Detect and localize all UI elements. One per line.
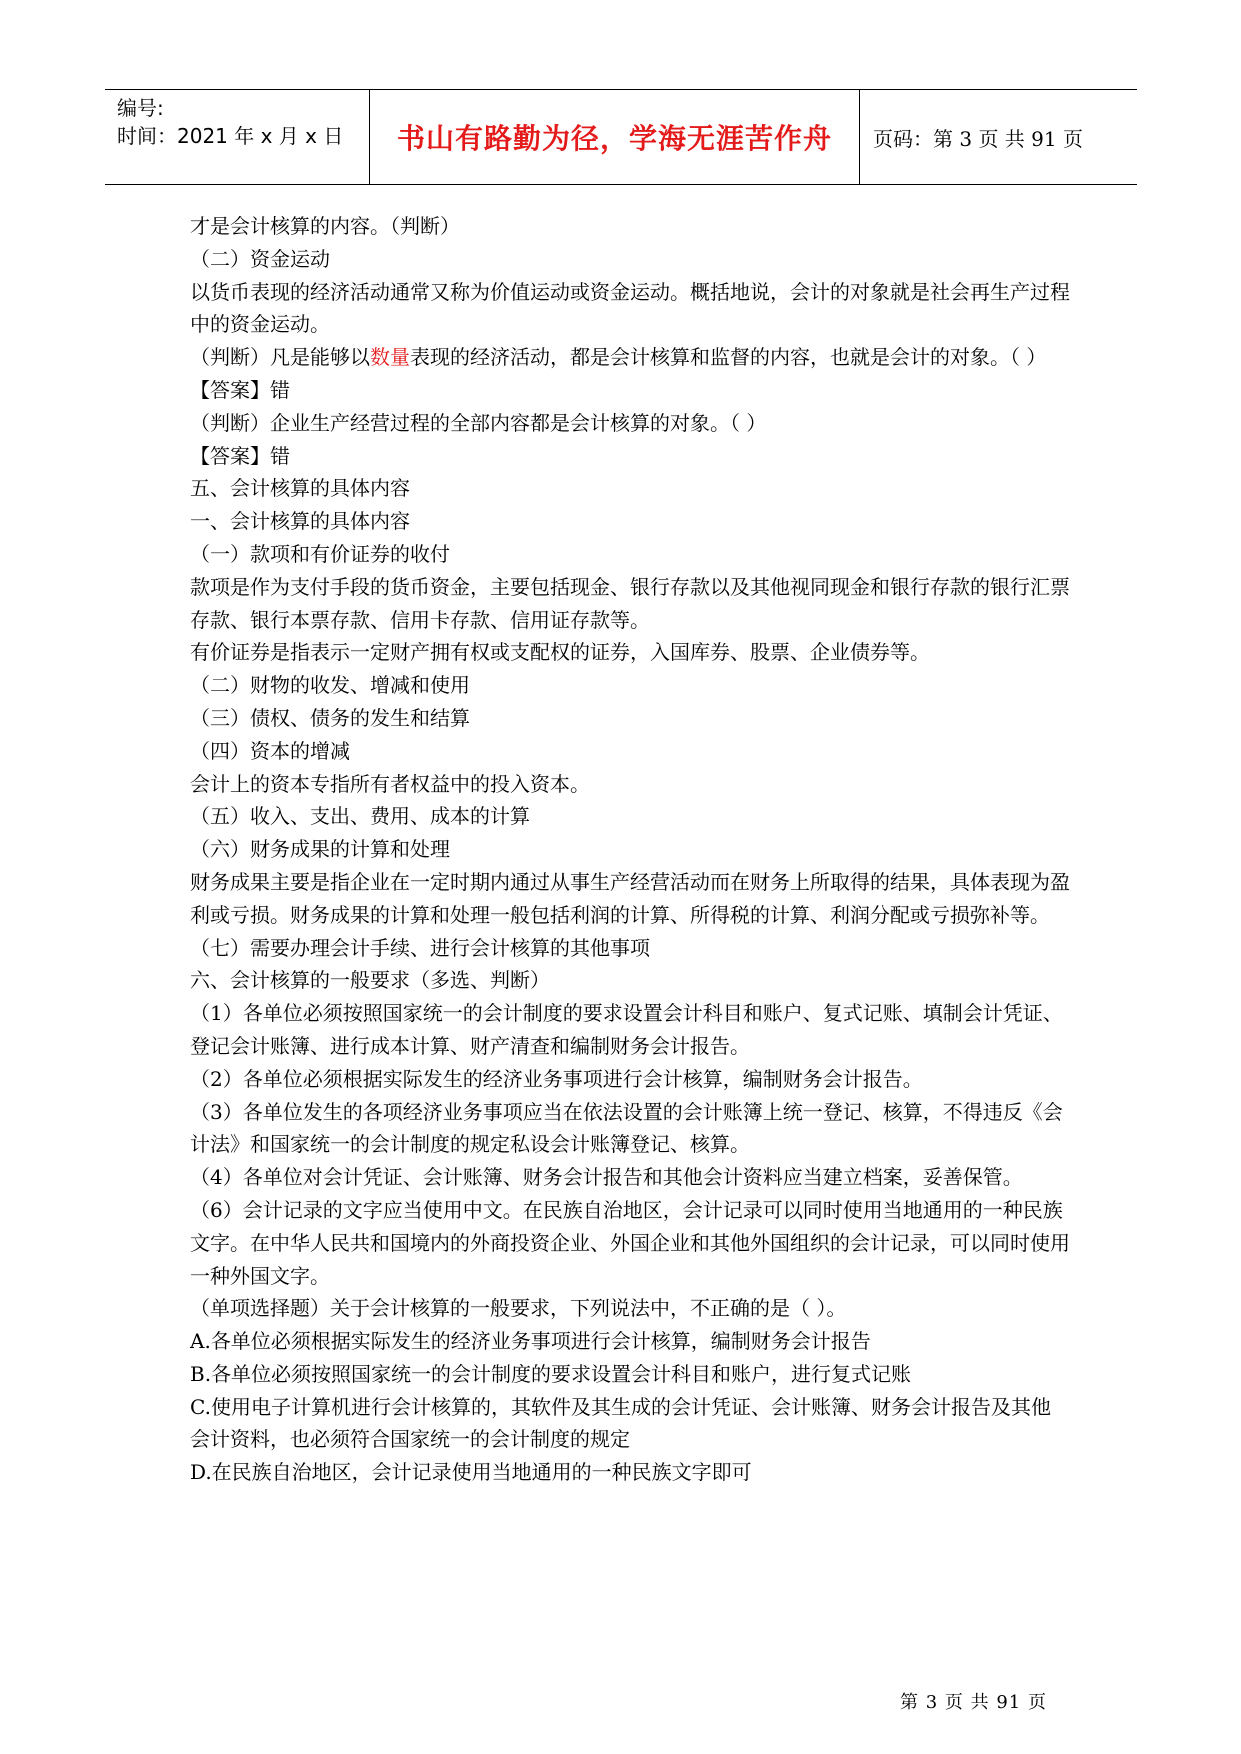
option-b: B.各单位必须按照国家统一的会计制度的要求设置会计科目和账户，进行复式记账	[190, 1361, 912, 1386]
text-span: （判断）凡是能够以	[190, 345, 370, 370]
section-heading: （五）收入、支出、费用、成本的计算	[190, 804, 530, 829]
paragraph: 有价证券是指表示一定财产拥有权或支配权的证券，入国库券、股票、企业债券等。	[190, 640, 930, 665]
header-motto: 书山有路勤为径，学海无涯苦作舟	[396, 122, 832, 155]
option-d: D.在民族自治地区，会计记录使用当地通用的一种民族文字即可	[190, 1460, 752, 1485]
option-c: C.使用电子计算机进行会计核算的，其软件及其生成的会计凭证、会计账簿、财务会计报告及其他会计资料，也必须符合国家统一的会计制度的规定	[190, 1394, 1051, 1452]
paragraph: 款项是作为支付手段的货币资金，主要包括现金、银行存款以及其他视同现金和银行存款的银行汇票存款、银行本票存款、信用卡存款、信用证存款等。	[190, 574, 1070, 632]
paragraph: 以货币表现的经济活动通常又称为价值运动或资金运动。概括地说，会计的对象就是社会再生产过程中的资金运动。	[190, 279, 1070, 337]
page-footer: 第 3 页 共 91 页	[900, 1692, 1047, 1713]
text-span: 表现的经济活动，都是会计核算和监督的内容，也就是会计的对象。（ ）	[410, 345, 1047, 370]
question-paragraph	[190, 341, 1070, 374]
document-time-label: 时间：2021 年 x 月 x 日	[117, 124, 344, 148]
section-heading: （四）资本的增减	[190, 738, 350, 763]
header-page-number: 页码：第 3 页 共 91 页	[873, 126, 1083, 151]
question-paragraph: （单项选择题）关于会计核算的一般要求，下列说法中，不正确的是（ ）。	[190, 1296, 847, 1321]
list-item: （3）各单位发生的各项经济业务事项应当在依法设置的会计账簿上统一登记、核算，不得违反《会计法》和国家统一的会计制度的规定私设会计账簿登记、核算。	[190, 1099, 1063, 1157]
document-number-label: 编号:	[117, 96, 164, 120]
answer-line: 【答案】错	[190, 377, 290, 402]
section-heading: （二）资金运动	[190, 246, 330, 271]
paragraph: 会计上的资本专指所有者权益中的投入资本。	[190, 771, 590, 796]
section-heading: 六、会计核算的一般要求（多选、判断）	[190, 968, 550, 993]
list-item: （2）各单位必须根据实际发生的经济业务事项进行会计核算，编制财务会计报告。	[190, 1066, 923, 1091]
list-item: （1）各单位必须按照国家统一的会计制度的要求设置会计科目和账户、复式记账、填制会计凭证、登记会计账簿、进行成本计算、财产清查和编制财务会计报告。	[190, 1001, 1063, 1058]
list-item: （6）会计记录的文字应当使用中文。在民族自治地区，会计记录可以同时使用当地通用的一种民族文字。在中华人民共和国境内的外商投资企业、外国企业和其他外国组织的会计记录，可以同时使用一种外国文字。	[190, 1197, 1070, 1288]
list-item: （4）各单位对会计凭证、会计账簿、财务会计报告和其他会计资料应当建立档案，妥善保管。	[190, 1165, 1023, 1190]
section-heading: （二）财物的收发、增减和使用	[190, 673, 470, 698]
section-heading: （七）需要办理会计手续、进行会计核算的其他事项	[190, 935, 650, 960]
option-a: A.各单位必须根据实际发生的经济业务事项进行会计核算，编制财务会计报告	[190, 1329, 871, 1354]
document-body	[190, 210, 1070, 1489]
answer-line: 【答案】错	[190, 443, 290, 468]
highlighted-text: 数量	[370, 345, 410, 370]
section-heading: （三）债权、债务的发生和结算	[190, 705, 470, 730]
section-heading: 五、会计核算的具体内容	[190, 476, 410, 501]
paragraph: 财务成果主要是指企业在一定时期内通过从事生产经营活动而在财务上所取得的结果，具体表现为盈利或亏损。财务成果的计算和处理一般包括利润的计算、所得税的计算、利润分配或亏损弥补等。	[190, 869, 1070, 927]
section-heading: （一）款项和有价证券的收付	[190, 541, 450, 566]
section-heading: （六）财务成果的计算和处理	[190, 837, 450, 862]
page-header	[105, 89, 1137, 185]
header-meta	[117, 94, 343, 150]
question-paragraph: （判断）企业生产经营过程的全部内容都是会计核算的对象。（ ）	[190, 410, 767, 435]
section-heading: 一、会计核算的具体内容	[190, 509, 410, 534]
header-divider	[859, 90, 860, 184]
paragraph: 才是会计核算的内容。（判断）	[190, 214, 460, 238]
